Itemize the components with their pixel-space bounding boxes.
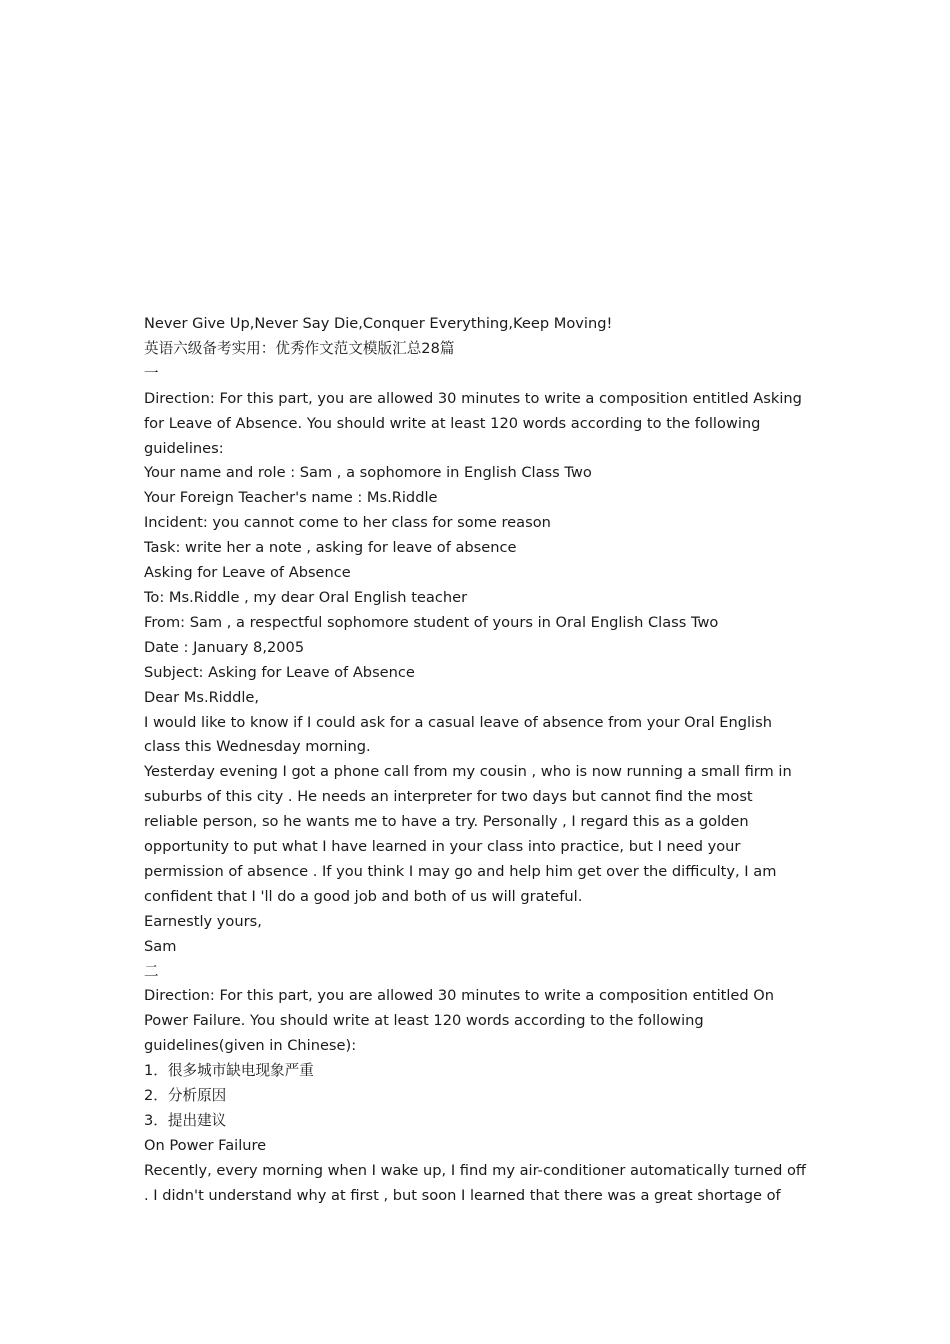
section-1-paragraph: I would like to know if I could ask for a casual leave of absence from your Oral English class this Wednesday morning. (144, 713, 777, 756)
section-2-guideline: 2．分析原因 (144, 1087, 227, 1105)
section-1-guideline: Task: write her a note , asking for leave of absence (144, 539, 517, 557)
document-title: 英语六级备考实用：优秀作文范文模版汇总28篇 (144, 339, 455, 357)
section-2-guideline: 3．提出建议 (144, 1112, 227, 1129)
motto: Never Give Up,Never Say Die,Conquer Everything,Keep Moving! (144, 315, 613, 332)
section-2-essay-title: On Power Failure (144, 1136, 267, 1154)
signature: Sam (144, 937, 177, 955)
section-2-paragraph: Recently, every morning when I wake up, I find my air-conditioner automatically turned off . I didn't understand why at first , but soon I learned that there was a great shortage of (144, 1161, 811, 1204)
section-1-direction: Direction: For this part, you are allowed 30 minutes to write a composition entitled Asking for Leave of Absence. You should write at least 120 words according to the following guidelines: (144, 389, 807, 457)
section-number-2: 二 (144, 962, 159, 980)
section-1-guideline: Incident: you cannot come to her class for some reason (144, 514, 551, 532)
section-2-direction: Direction: For this part, you are allowed 30 minutes to write a composition entitled On Power Failure. You should write at least 120 words according to the following guidelines(given in Chinese): (144, 987, 779, 1055)
section-number-1: 一 (144, 364, 159, 382)
memo-to: To: Ms.Riddle , my dear Oral English teacher (144, 588, 468, 606)
section-1-paragraph: Yesterday evening I got a phone call from my cousin , who is now running a small firm in suburbs of this city . He needs an interpreter for two days but cannot find the most reliable person, so he wants me to have a try. Personally , I regard this as a golden opportunity to put what I have learned in your class into practice, but I need your permission of absence . If you think I may go and help him get over the difficulty, I am confident that I 'll do a good job and both of us will grateful. (144, 763, 797, 905)
memo-date: Date : January 8,2005 (144, 638, 305, 656)
closing: Earnestly yours, (144, 912, 262, 930)
section-1-guideline: Your Foreign Teacher's name : Ms.Riddle (144, 489, 438, 507)
memo-subject: Subject: Asking for Leave of Absence (144, 663, 415, 681)
document-body (144, 312, 809, 1209)
section-1-guideline: Your name and role : Sam , a sophomore in English Class Two (144, 464, 592, 482)
memo-from: From: Sam , a respectful sophomore student of yours in Oral English Class Two (144, 613, 719, 631)
section-1-essay-title: Asking for Leave of Absence (144, 564, 351, 582)
salutation: Dear Ms.Riddle, (144, 688, 260, 706)
section-2-guideline: 1．很多城市缺电现象严重 (144, 1062, 314, 1080)
